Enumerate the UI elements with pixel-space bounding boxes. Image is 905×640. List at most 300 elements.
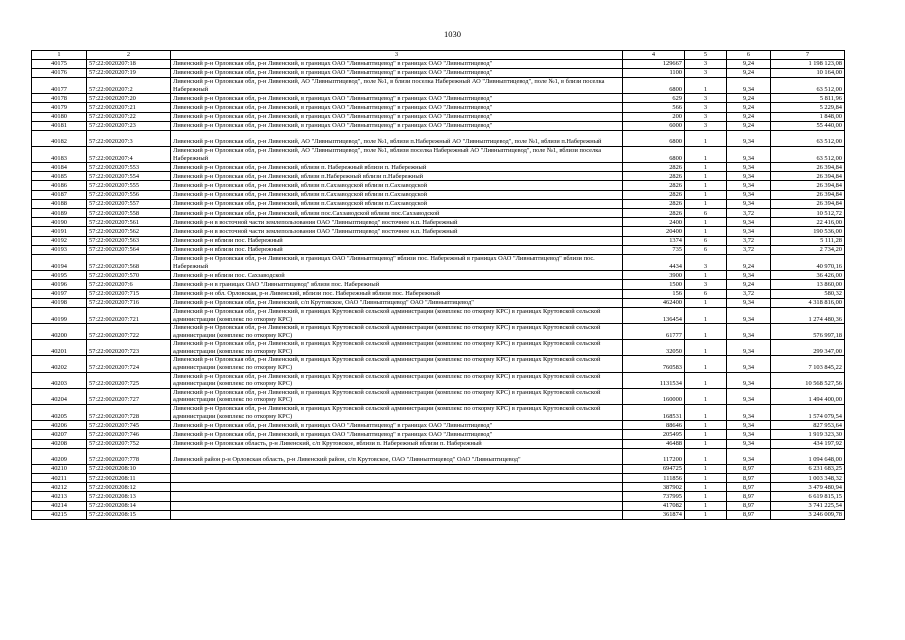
address-cell: Ливенский р-н Орловская обл, р-н Ливенский, в границах ОАО "Ливныптицевод" в границах ОАО "Ливныптицевод" xyxy=(171,94,623,103)
cadastral-value-cell: 4 318 816,00 xyxy=(771,298,845,307)
group-cell: 1 xyxy=(685,492,727,501)
row-number-cell: 40207 xyxy=(32,430,87,439)
row-number-cell: 40195 xyxy=(32,271,87,280)
address-cell: Ливенский р-н вблизи пос. Набережный xyxy=(171,245,623,254)
area-cell: 737995 xyxy=(623,492,685,501)
specific-value-cell: 9,34 xyxy=(727,146,771,162)
row-number-cell: 40202 xyxy=(32,356,87,372)
specific-value-cell: 9,34 xyxy=(727,227,771,236)
group-cell: 3 xyxy=(685,254,727,270)
group-cell: 3 xyxy=(685,94,727,103)
cadastral-number-cell: 57:22:0020207:23 xyxy=(87,121,171,130)
address-cell: Ливенский р-н Орловская область, р-н Ливенский, с/п Крутовское, вблизи п. Набережный вблизи п. Набережный xyxy=(171,439,623,448)
group-cell: 1 xyxy=(685,464,727,473)
row-number-cell: 40178 xyxy=(32,94,87,103)
area-cell: 111856 xyxy=(623,473,685,482)
cadastral-value-cell: 1 919 323,30 xyxy=(771,430,845,439)
table-row xyxy=(32,254,845,270)
row-number-cell: 40196 xyxy=(32,280,87,289)
cadastral-value-cell: 63 512,00 xyxy=(771,77,845,93)
table-row xyxy=(32,172,845,181)
table-row xyxy=(32,209,845,218)
table-row xyxy=(32,271,845,280)
area-cell: 2826 xyxy=(623,172,685,181)
specific-value-cell: 9,34 xyxy=(727,199,771,208)
group-cell: 1 xyxy=(685,307,727,323)
cadastral-value-cell: 26 394,84 xyxy=(771,181,845,190)
area-cell: 462400 xyxy=(623,298,685,307)
header-col-3: 3 xyxy=(171,51,623,60)
row-number-cell: 40179 xyxy=(32,103,87,112)
table-row xyxy=(32,405,845,421)
row-number-cell: 40198 xyxy=(32,298,87,307)
address-cell: Ливенский р-н вблизи пос. Сахзаводской xyxy=(171,271,623,280)
row-number-cell: 40201 xyxy=(32,340,87,356)
cadastral-value-cell: 1 848,00 xyxy=(771,112,845,121)
cadastral-value-cell: 1 574 079,54 xyxy=(771,405,845,421)
address-cell: Ливенский р-н Орловская обл, р-н Ливенский, в границах ОАО "Ливныптицевод" в границах ОАО "Ливныптицевод" xyxy=(171,68,623,77)
area-cell: 168531 xyxy=(623,405,685,421)
cadastral-value-cell: 63 512,00 xyxy=(771,130,845,146)
group-cell: 1 xyxy=(685,372,727,388)
area-cell: 117200 xyxy=(623,448,685,464)
table-row xyxy=(32,473,845,482)
group-cell: 1 xyxy=(685,356,727,372)
cadastral-value-cell: 10 164,00 xyxy=(771,68,845,77)
cadastral-number-cell: 57:22:0020207:727 xyxy=(87,388,171,404)
table-row xyxy=(32,59,845,68)
specific-value-cell: 8,97 xyxy=(727,483,771,492)
specific-value-cell: 9,24 xyxy=(727,68,771,77)
group-cell: 1 xyxy=(685,218,727,227)
row-number-cell: 40175 xyxy=(32,59,87,68)
address-cell: Ливенский р-н Орловская обл, р-н Ливенский, вблизи п.Сахзаводской вблизи п.Сахзаводской xyxy=(171,190,623,199)
address-cell xyxy=(171,510,623,519)
row-number-cell: 40213 xyxy=(32,492,87,501)
cadastral-number-cell: 57:22:0020207:570 xyxy=(87,271,171,280)
specific-value-cell: 9,34 xyxy=(727,163,771,172)
cadastral-value-cell: 576 997,18 xyxy=(771,324,845,340)
address-cell: Ливенский р-н Орловская обл, р-н Ливенский, АО "Ливныптицевод", поле №1, вблизи п.Набережный АО "Ливныптицевод", поле №1, вблизи п.Набережный xyxy=(171,130,623,146)
specific-value-cell: 9,34 xyxy=(727,340,771,356)
cadastral-number-cell: 57:22:0020207:725 xyxy=(87,372,171,388)
cadastral-value-cell: 36 426,00 xyxy=(771,271,845,280)
row-number-cell: 40210 xyxy=(32,464,87,473)
group-cell: 1 xyxy=(685,298,727,307)
area-cell: 4434 xyxy=(623,254,685,270)
cadastral-number-cell: 57:22:0020207:722 xyxy=(87,324,171,340)
cadastral-value-cell: 6 619 815,15 xyxy=(771,492,845,501)
header-col-5: 5 xyxy=(685,51,727,60)
page-number: 1030 xyxy=(444,29,461,39)
group-cell: 1 xyxy=(685,172,727,181)
cadastral-number-cell: 57:22:0020207:715 xyxy=(87,289,171,298)
table-row xyxy=(32,121,845,130)
address-cell: Ливенский р-н Орловская обл, р-н Ливенский, в границах ОАО "Ливныптицевод" в границах ОАО "Ливныптицевод" xyxy=(171,112,623,121)
specific-value-cell: 3,72 xyxy=(727,289,771,298)
address-cell: Ливенский р-н Орловская обл, р-н Ливенский, в границах Крутовской сельской администрации (комплекс по откорму КРС) в границах Крутовской сельской администрации (комплекс по откорму КРС) xyxy=(171,405,623,421)
row-number-cell: 40185 xyxy=(32,172,87,181)
cadastral-value-cell: 63 512,00 xyxy=(771,146,845,162)
cadastral-number-cell: 57:22:0020207:3 xyxy=(87,130,171,146)
row-number-cell: 40197 xyxy=(32,289,87,298)
group-cell: 3 xyxy=(685,112,727,121)
row-number-cell: 40203 xyxy=(32,372,87,388)
table-row xyxy=(32,307,845,323)
group-cell: 1 xyxy=(685,324,727,340)
table-row xyxy=(32,245,845,254)
cadastral-value-cell: 5 811,96 xyxy=(771,94,845,103)
address-cell: Ливенский р-н вблизи пос. Набережный xyxy=(171,236,623,245)
table-row xyxy=(32,190,845,199)
specific-value-cell: 9,34 xyxy=(727,448,771,464)
specific-value-cell: 9,34 xyxy=(727,356,771,372)
table-row xyxy=(32,464,845,473)
address-cell: Ливенский р-н Орловская обл, р-н Ливенский, в границах ОАО "Ливныптицевод" вблизи пос. Набережный в границах ОАО "Ливныптицевод" вблизи пос. Набережный xyxy=(171,254,623,270)
row-number-cell: 40182 xyxy=(32,130,87,146)
address-cell xyxy=(171,492,623,501)
area-cell: 129667 xyxy=(623,59,685,68)
row-number-cell: 40204 xyxy=(32,388,87,404)
specific-value-cell: 9,34 xyxy=(727,421,771,430)
cadastral-number-cell: 57:22:0020207:728 xyxy=(87,405,171,421)
specific-value-cell: 9,24 xyxy=(727,121,771,130)
area-cell: 6000 xyxy=(623,121,685,130)
cadastral-value-cell: 5 229,84 xyxy=(771,103,845,112)
cadastral-number-cell: 57:22:0020207:745 xyxy=(87,421,171,430)
table-row xyxy=(32,340,845,356)
address-cell: Ливенский р-н Орловская обл, р-н Ливенский, вблизи п.Сахзаводской вблизи п.Сахзаводской xyxy=(171,199,623,208)
cadastral-number-cell: 57:22:0020207:557 xyxy=(87,199,171,208)
table-row xyxy=(32,324,845,340)
group-cell: 1 xyxy=(685,227,727,236)
area-cell: 2826 xyxy=(623,181,685,190)
cadastral-value-cell: 40 970,16 xyxy=(771,254,845,270)
row-number-cell: 40187 xyxy=(32,190,87,199)
table-row xyxy=(32,501,845,510)
cadastral-number-cell: 57:22:0020207:558 xyxy=(87,209,171,218)
group-cell: 6 xyxy=(685,209,727,218)
cadastral-number-cell: 57:22:0020208:15 xyxy=(87,510,171,519)
specific-value-cell: 3,72 xyxy=(727,209,771,218)
group-cell: 1 xyxy=(685,430,727,439)
address-cell: Ливенский р-н в восточной части землепользования ОАО "Ливныптицевод" восточнее н.п. Набережный xyxy=(171,227,623,236)
group-cell: 1 xyxy=(685,510,727,519)
table-row xyxy=(32,289,845,298)
address-cell: Ливенский р-н Орловская обл, р-н Ливенский, в границах Крутовской сельской администрации (комплекс по откорму КРС) в границах Крутовской сельской администрации (комплекс по откорму КРС) xyxy=(171,356,623,372)
address-cell xyxy=(171,483,623,492)
cadastral-number-cell: 57:22:0020207:4 xyxy=(87,146,171,162)
cadastral-value-cell: 2 734,20 xyxy=(771,245,845,254)
row-number-cell: 40199 xyxy=(32,307,87,323)
row-number-cell: 40180 xyxy=(32,112,87,121)
group-cell: 1 xyxy=(685,163,727,172)
cadastral-number-cell: 57:22:0020207:554 xyxy=(87,172,171,181)
header-col-2: 2 xyxy=(87,51,171,60)
address-cell: Ливенский р-н Орловская обл, р-н Ливенский, в границах Крутовской сельской администрации (комплекс по откорму КРС) в границах Крутовской сельской администрации (комплекс по откорму КРС) xyxy=(171,388,623,404)
table-row xyxy=(32,298,845,307)
header-col-7: 7 xyxy=(771,51,845,60)
specific-value-cell: 9,34 xyxy=(727,172,771,181)
specific-value-cell: 9,34 xyxy=(727,181,771,190)
area-cell: 46488 xyxy=(623,439,685,448)
area-cell: 2826 xyxy=(623,190,685,199)
area-cell: 160000 xyxy=(623,388,685,404)
area-cell: 1100 xyxy=(623,68,685,77)
address-cell: Ливенский р-н Орловская обл, р-н Ливенский, в границах Крутовской сельской администрации (комплекс по откорму КРС) в границах Крутовской сельской администрации (комплекс по откорму КРС) xyxy=(171,324,623,340)
table-header-row xyxy=(32,51,845,60)
cadastral-value-cell: 299 347,00 xyxy=(771,340,845,356)
table-row xyxy=(32,112,845,121)
cadastral-number-cell: 57:22:0020207:555 xyxy=(87,181,171,190)
address-cell: Ливенский р-н обл. Орловская, р-н Ливенский, вблизи пос. Набережный вблизи пос. Набережный xyxy=(171,289,623,298)
table-row xyxy=(32,483,845,492)
area-cell: 735 xyxy=(623,245,685,254)
specific-value-cell: 9,34 xyxy=(727,439,771,448)
row-number-cell: 40191 xyxy=(32,227,87,236)
address-cell xyxy=(171,473,623,482)
group-cell: 6 xyxy=(685,245,727,254)
cadastral-value-cell: 26 394,84 xyxy=(771,163,845,172)
specific-value-cell: 9,34 xyxy=(727,388,771,404)
row-number-cell: 40215 xyxy=(32,510,87,519)
table-row xyxy=(32,68,845,77)
cadastral-value-cell: 10 512,72 xyxy=(771,209,845,218)
cadastral-number-cell: 57:22:0020207:564 xyxy=(87,245,171,254)
specific-value-cell: 9,24 xyxy=(727,103,771,112)
cadastral-value-cell: 6 231 683,25 xyxy=(771,464,845,473)
area-cell: 6800 xyxy=(623,130,685,146)
area-cell: 205495 xyxy=(623,430,685,439)
row-number-cell: 40189 xyxy=(32,209,87,218)
cadastral-number-cell: 57:22:0020207:778 xyxy=(87,448,171,464)
row-number-cell: 40190 xyxy=(32,218,87,227)
group-cell: 1 xyxy=(685,473,727,482)
group-cell: 1 xyxy=(685,448,727,464)
cadastral-number-cell: 57:22:0020207:553 xyxy=(87,163,171,172)
specific-value-cell: 8,97 xyxy=(727,473,771,482)
specific-value-cell: 9,34 xyxy=(727,372,771,388)
address-cell: Ливенский р-н Орловская обл, р-н Ливенский, в границах Крутовской сельской администрации (комплекс по откорму КРС) в границах Крутовской сельской администрации (комплекс по откорму КРС) xyxy=(171,340,623,356)
group-cell: 3 xyxy=(685,68,727,77)
group-cell: 3 xyxy=(685,280,727,289)
address-cell: Ливенский р-н Орловская обл, р-н Ливенский, в границах ОАО "Ливныптицевод" в границах ОАО "Ливныптицевод" xyxy=(171,421,623,430)
area-cell: 387902 xyxy=(623,483,685,492)
cadastral-number-cell: 57:22:0020208:10 xyxy=(87,464,171,473)
address-cell: Ливенский район р-н Орловская область, р-н Ливенский район, с/п Крутовское, ОАО "Ливныптицевод" ОАО "Ливныптицевод" xyxy=(171,448,623,464)
specific-value-cell: 8,97 xyxy=(727,501,771,510)
cadastral-number-cell: 57:22:0020207:2 xyxy=(87,77,171,93)
area-cell: 156 xyxy=(623,289,685,298)
specific-value-cell: 9,24 xyxy=(727,59,771,68)
area-cell: 760583 xyxy=(623,356,685,372)
group-cell: 1 xyxy=(685,181,727,190)
cadastral-value-cell: 1 198 123,08 xyxy=(771,59,845,68)
table-row xyxy=(32,372,845,388)
cadastral-number-cell: 57:22:0020207:18 xyxy=(87,59,171,68)
header-col-1: 1 xyxy=(32,51,87,60)
table-row xyxy=(32,448,845,464)
address-cell: Ливенский р-н Орловская обл, р-н Ливенский, АО "Ливныптицевод", поле №1, вблизи поселка Набережный АО "Ливныптицевод", поле №1, вблизи поселка Набережный xyxy=(171,146,623,162)
row-number-cell: 40211 xyxy=(32,473,87,482)
group-cell: 1 xyxy=(685,199,727,208)
cadastral-value-cell: 190 536,00 xyxy=(771,227,845,236)
table-row xyxy=(32,94,845,103)
specific-value-cell: 9,24 xyxy=(727,280,771,289)
cadastral-value-table xyxy=(31,50,845,520)
cadastral-number-cell: 57:22:0020207:724 xyxy=(87,356,171,372)
cadastral-number-cell: 57:22:0020207:752 xyxy=(87,439,171,448)
specific-value-cell: 9,34 xyxy=(727,190,771,199)
cadastral-value-cell: 3 246 009,78 xyxy=(771,510,845,519)
group-cell: 3 xyxy=(685,121,727,130)
address-cell: Ливенский р-н в восточной части землепользования ОАО "Ливныптицевод" восточнее н.п. Набережный xyxy=(171,218,623,227)
cadastral-number-cell: 57:22:0020207:22 xyxy=(87,112,171,121)
area-cell: 1131534 xyxy=(623,372,685,388)
area-cell: 566 xyxy=(623,103,685,112)
address-cell: Ливенский р-н Орловская обл, р-н Ливенский, вблизи п. Набережный вблизи п. Набережный xyxy=(171,163,623,172)
row-number-cell: 40209 xyxy=(32,448,87,464)
group-cell: 6 xyxy=(685,236,727,245)
address-cell xyxy=(171,464,623,473)
cadastral-value-cell: 13 860,00 xyxy=(771,280,845,289)
cadastral-number-cell: 57:22:0020207:562 xyxy=(87,227,171,236)
cadastral-number-cell: 57:22:0020208:14 xyxy=(87,501,171,510)
table-row xyxy=(32,236,845,245)
group-cell: 1 xyxy=(685,130,727,146)
specific-value-cell: 9,34 xyxy=(727,271,771,280)
row-number-cell: 40192 xyxy=(32,236,87,245)
cadastral-value-cell: 5 111,28 xyxy=(771,236,845,245)
cadastral-value-cell: 22 416,00 xyxy=(771,218,845,227)
group-cell: 6 xyxy=(685,289,727,298)
specific-value-cell: 9,24 xyxy=(727,112,771,121)
cadastral-value-cell: 1 094 648,00 xyxy=(771,448,845,464)
address-cell: Ливенский р-н в границах ОАО "Ливныптицевод" вблизи пос. Набережный xyxy=(171,280,623,289)
cadastral-value-cell: 10 568 527,56 xyxy=(771,372,845,388)
specific-value-cell: 9,24 xyxy=(727,254,771,270)
table-row xyxy=(32,103,845,112)
address-cell: Ливенский р-н Орловская обл, р-н Ливенский, вблизи пос.Сахзаводской вблизи пос.Сахзаводской xyxy=(171,209,623,218)
row-number-cell: 40183 xyxy=(32,146,87,162)
row-number-cell: 40200 xyxy=(32,324,87,340)
area-cell: 417082 xyxy=(623,501,685,510)
cadastral-number-cell: 57:22:0020207:19 xyxy=(87,68,171,77)
table-row xyxy=(32,199,845,208)
address-cell: Ливенский р-н Орловская обл, р-н Ливенский, в границах Крутовской сельской администрации (комплекс по откорму КРС) в границах Крутовской сельской администрации (комплекс по откорму КРС) xyxy=(171,372,623,388)
group-cell: 1 xyxy=(685,405,727,421)
cadastral-value-cell: 580,32 xyxy=(771,289,845,298)
address-cell: Ливенский р-н Орловская обл, р-н Ливенский, в границах ОАО "Ливныптицевод" в границах ОАО "Ливныптицевод" xyxy=(171,121,623,130)
address-cell: Ливенский р-н Орловская обл, р-н Ливенский, в границах Крутовской сельской администрации (комплекс по откорму КРС) в границах Крутовской сельской администрации (комплекс по откорму КРС) xyxy=(171,307,623,323)
address-cell: Ливенский р-н Орловская обл, р-н Ливенский, в границах ОАО "Ливныптицевод" в границах ОАО "Ливныптицевод" xyxy=(171,59,623,68)
table-row xyxy=(32,77,845,93)
area-cell: 694725 xyxy=(623,464,685,473)
cadastral-value-cell: 26 394,84 xyxy=(771,199,845,208)
area-cell: 6800 xyxy=(623,77,685,93)
area-cell: 32050 xyxy=(623,340,685,356)
group-cell: 1 xyxy=(685,421,727,430)
table-row xyxy=(32,510,845,519)
cadastral-value-cell: 3 479 480,94 xyxy=(771,483,845,492)
row-number-cell: 40177 xyxy=(32,77,87,93)
table-row xyxy=(32,439,845,448)
row-number-cell: 40214 xyxy=(32,501,87,510)
row-number-cell: 40184 xyxy=(32,163,87,172)
specific-value-cell: 9,34 xyxy=(727,298,771,307)
group-cell: 1 xyxy=(685,146,727,162)
group-cell: 3 xyxy=(685,103,727,112)
cadastral-value-cell: 26 394,84 xyxy=(771,190,845,199)
cadastral-value-cell: 434 197,92 xyxy=(771,439,845,448)
table-row xyxy=(32,280,845,289)
address-cell: Ливенский р-н Орловская обл, р-н Ливенский, АО "Ливныптицевод", поле №1, в близи поселка Набережный АО "Ливныптицевод", поле №1, в близи поселка Набережный xyxy=(171,77,623,93)
specific-value-cell: 3,72 xyxy=(727,245,771,254)
group-cell: 3 xyxy=(685,59,727,68)
address-cell: Ливенский р-н Орловская обл, р-н Ливенский, в границах ОАО "Ливныптицевод" в границах ОАО "Ливныптицевод" xyxy=(171,430,623,439)
cadastral-number-cell: 57:22:0020207:723 xyxy=(87,340,171,356)
cadastral-number-cell: 57:22:0020208:11 xyxy=(87,473,171,482)
area-cell: 88646 xyxy=(623,421,685,430)
row-number-cell: 40181 xyxy=(32,121,87,130)
row-number-cell: 40208 xyxy=(32,439,87,448)
address-cell: Ливенский р-н Орловская обл, р-н Ливенский, вблизи п.Сахзаводской вблизи п.Сахзаводской xyxy=(171,181,623,190)
specific-value-cell: 9,24 xyxy=(727,94,771,103)
cadastral-value-cell: 3 741 225,54 xyxy=(771,501,845,510)
area-cell: 200 xyxy=(623,112,685,121)
table-row xyxy=(32,492,845,501)
header-col-4: 4 xyxy=(623,51,685,60)
cadastral-number-cell: 57:22:0020207:561 xyxy=(87,218,171,227)
cadastral-number-cell: 57:22:0020207:6 xyxy=(87,280,171,289)
group-cell: 1 xyxy=(685,501,727,510)
specific-value-cell: 8,97 xyxy=(727,510,771,519)
group-cell: 1 xyxy=(685,439,727,448)
address-cell: Ливенский р-н Орловская обл, р-н Ливенский, вблизи п.Набережный вблизи п.Набережный xyxy=(171,172,623,181)
cadastral-number-cell: 57:22:0020207:721 xyxy=(87,307,171,323)
specific-value-cell: 9,34 xyxy=(727,405,771,421)
table-row xyxy=(32,218,845,227)
row-number-cell: 40206 xyxy=(32,421,87,430)
table-row xyxy=(32,430,845,439)
row-number-cell: 40186 xyxy=(32,181,87,190)
specific-value-cell: 9,34 xyxy=(727,324,771,340)
area-cell: 2826 xyxy=(623,163,685,172)
cadastral-number-cell: 57:22:0020207:20 xyxy=(87,94,171,103)
address-cell xyxy=(171,501,623,510)
specific-value-cell: 9,34 xyxy=(727,77,771,93)
area-cell: 629 xyxy=(623,94,685,103)
address-cell: Ливенский р-н Орловская обл, р-н Ливенский, с/п Крутовское, ОАО "Ливныптицевод" ОАО "Ливныптицевод" xyxy=(171,298,623,307)
row-number-cell: 40193 xyxy=(32,245,87,254)
table-row xyxy=(32,163,845,172)
area-cell: 61777 xyxy=(623,324,685,340)
area-cell: 361874 xyxy=(623,510,685,519)
cadastral-value-cell: 55 440,00 xyxy=(771,121,845,130)
specific-value-cell: 9,34 xyxy=(727,218,771,227)
specific-value-cell: 9,34 xyxy=(727,130,771,146)
row-number-cell: 40194 xyxy=(32,254,87,270)
area-cell: 2400 xyxy=(623,218,685,227)
cadastral-number-cell: 57:22:0020207:746 xyxy=(87,430,171,439)
table-row xyxy=(32,421,845,430)
cadastral-number-cell: 57:22:0020207:563 xyxy=(87,236,171,245)
cadastral-value-cell: 1 274 480,36 xyxy=(771,307,845,323)
area-cell: 1374 xyxy=(623,236,685,245)
cadastral-value-cell: 7 103 845,22 xyxy=(771,356,845,372)
area-cell: 3900 xyxy=(623,271,685,280)
table-row xyxy=(32,227,845,236)
